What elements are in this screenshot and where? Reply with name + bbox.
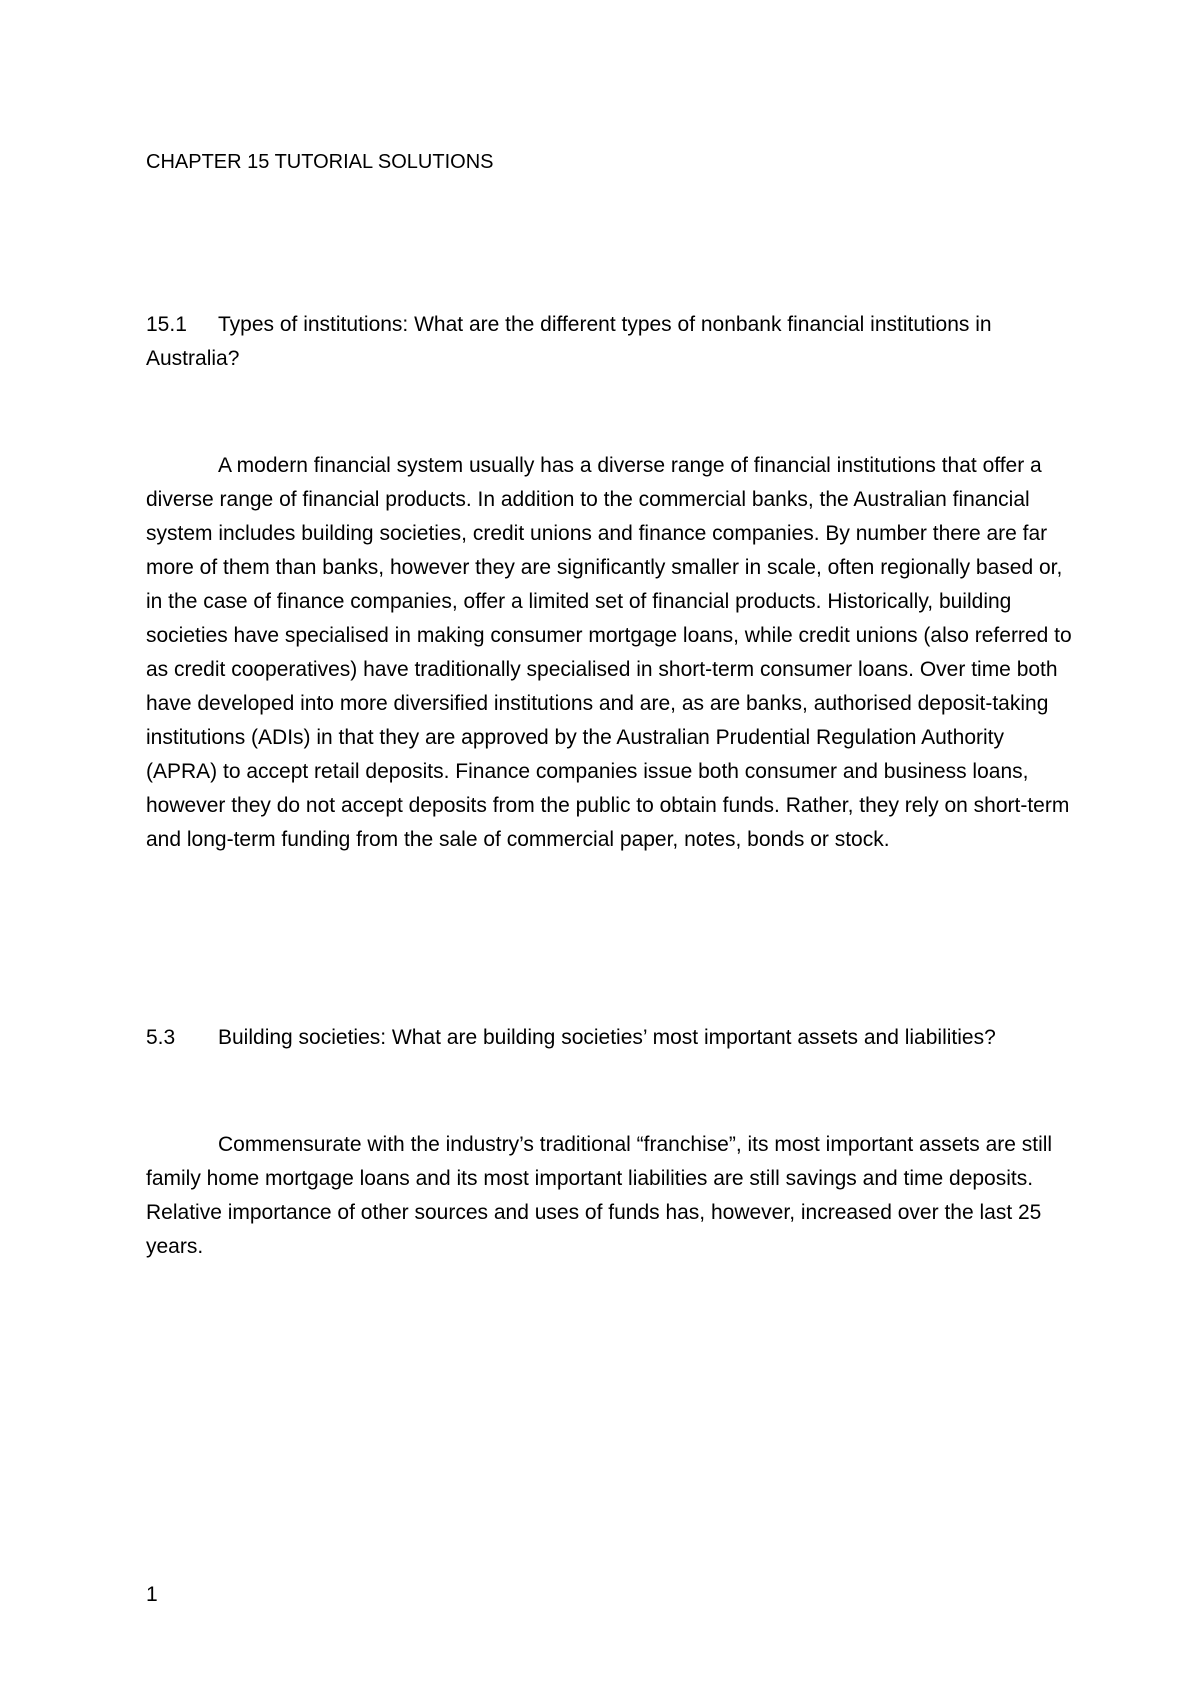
question-text: Building societies: What are building societies’ most important assets and liabilities? bbox=[218, 1026, 996, 1049]
page-number: 1 bbox=[146, 1583, 158, 1606]
document-title: CHAPTER 15 TUTORIAL SOLUTIONS bbox=[146, 151, 494, 173]
question-5-3 bbox=[146, 1021, 1076, 1055]
question-text: Types of institutions: What are the different types of nonbank financial institutions in Australia? bbox=[146, 313, 992, 370]
question-number: 5.3 bbox=[146, 1026, 176, 1049]
answer-15-1: A modern financial system usually has a diverse range of financial institutions that offer a diverse range of financial products. In addition to the commercial banks, the Australian financial system includes building societies, credit unions and finance companies. By number there are far more of them than banks, however they are significantly smaller in scale, often regionally based or, in the case of finance companies, offer a limited set of financial products. Historically, building societies have specialised in making consumer mortgage loans, while credit unions (also referred to as credit cooperatives) have traditionally specialised in short-term consumer loans. Over time both have developed into more diversified institutions and are, as are banks, authorised deposit-taking institutions (ADIs) in that they are approved by the Australian Prudential Regulation Authority (APRA) to accept retail deposits. Finance companies issue both consumer and business loans, however they do not accept deposits from the public to obtain funds. Rather, they rely on short-term and long-term funding from the sale of commercial paper, notes, bonds or stock. bbox=[146, 454, 1072, 851]
answer-5-3: Commensurate with the industry’s traditional “franchise”, its most important assets are still family home mortgage loans and its most important liabilities are still savings and time deposits. Relative importance of other sources and uses of funds has, however, increased over the last 25 years. bbox=[146, 1133, 1053, 1258]
question-15-1 bbox=[146, 308, 1076, 376]
question-number: 15.1 bbox=[146, 313, 187, 336]
